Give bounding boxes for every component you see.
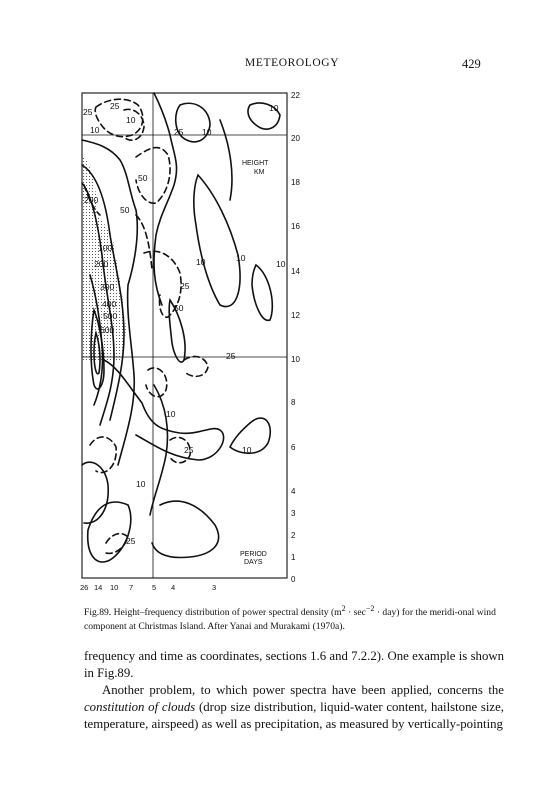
height-tick-label: 3 [291,509,296,518]
contour-label: 50 [174,303,184,313]
period-tick-label: 5 [152,583,157,592]
contour-label: 10 [269,103,279,113]
height-tick-label: 4 [291,487,296,496]
contour-label: 10 [276,259,286,269]
height-axis [240,91,300,584]
italic-term: constitution of clouds [84,700,196,714]
period-tick-label: 7 [129,583,134,592]
paragraph [84,682,504,733]
caption-text: · day) for the meridi-onal wind component at Christmas Island. After Yanai and Murakami (1970a). [84,607,496,632]
paragraph: frequency and time as coordinates, sections 1.6 and 7.2.2). One example is shown in Fig.89. [84,649,504,680]
paragraph-text: (drop size distribution, liquid-water content, hailstone size, temperature, airspeed) as well as precipitation, as measured by vertically-pointing [84,700,504,731]
contour-label: 200 [84,195,99,205]
running-title: METEOROLOGY [245,57,340,69]
contour-label: 300 [100,282,115,292]
contour-label: 500 [103,311,118,321]
period-tick-label: 4 [171,583,176,592]
contour-label: 10 [136,479,146,489]
contour-label: 10 [242,445,252,455]
height-tick-label: 22 [291,91,300,100]
height-tick-label: 2 [291,531,296,540]
contour-label: 10 [236,253,246,263]
caption-superscript: 2 [341,604,346,613]
period-axis-title: PERIOD [240,551,267,558]
period-tick-label: 3 [212,583,217,592]
height-tick-label: 0 [291,575,296,584]
contour-label: 200 [94,259,109,269]
contour-label: 10 [90,125,100,135]
height-tick-label: 18 [291,178,300,187]
page-number: 429 [462,57,481,71]
body-text [84,648,504,733]
height-axis-title: KM [254,169,265,176]
height-tick-label: 16 [291,222,300,231]
height-tick-label: 8 [291,398,296,407]
contour-label: 50 [120,205,130,215]
height-axis-title: HEIGHT [242,160,269,167]
period-axis [80,583,216,592]
height-tick-label: 12 [291,311,300,320]
figure-caption [84,602,504,633]
contour-label: 10 [196,257,206,267]
period-axis-title: DAYS [244,559,263,566]
contour-label: 10 [126,115,136,125]
caption-text: · sec [345,607,366,619]
contour-label: 400 [102,299,117,309]
contour-label: 25 [174,127,184,137]
caption-superscript: −2 [365,604,375,613]
contour-plot [70,85,310,605]
height-tick-label: 20 [291,134,300,143]
height-tick-label: 6 [291,443,296,452]
contour-label: 25 [83,107,93,117]
contour-label: 10 [202,127,212,137]
contour-label: 50 [138,173,148,183]
period-tick-label: 10 [110,583,119,592]
paragraph-text: Another problem, to which power spectra have been applied, concerns the [102,683,504,697]
period-tick-label: 14 [94,583,103,592]
figure-89 [70,85,310,605]
period-tick-label: 26 [80,583,89,592]
contour-label: 25 [126,536,136,546]
contour-label: 25 [180,281,190,291]
height-tick-label: 14 [291,267,300,276]
contour-label: 100 [98,243,113,253]
height-tick-label: 1 [291,553,296,562]
contour-label: 25 [226,351,236,361]
running-header [0,57,555,77]
contour-label: 25 [184,445,194,455]
contour-label: 25 [110,101,120,111]
contour-label: 600 [100,325,115,335]
contour-label: 10 [166,409,176,419]
height-tick-label: 10 [291,355,300,364]
caption-text: Fig.89. Height–frequency distribution of power spectral density (m [84,607,342,619]
